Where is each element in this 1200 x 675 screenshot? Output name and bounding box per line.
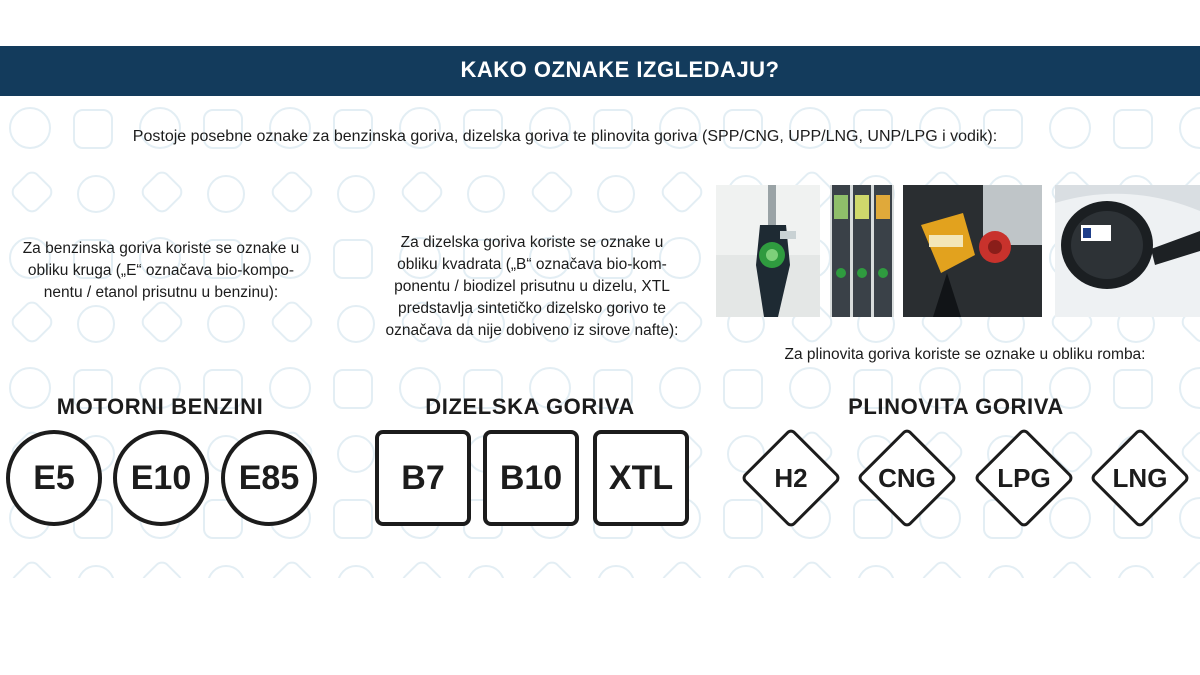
fuel-label-text: B10 [499, 458, 563, 497]
gas-description: Za plinovita goriva koriste se oznake u obliku romba: [784, 346, 1146, 363]
fuel-label-text: B7 [401, 458, 445, 497]
fuel-label-square [483, 430, 579, 526]
fuel-label-text: E5 [33, 458, 75, 497]
petrol-description [0, 238, 322, 304]
gas-title: PLINOVITA GORIVA [848, 394, 1064, 419]
header-bar [0, 46, 1200, 96]
lpg-nozzle-photo [903, 185, 1042, 317]
fuel-label-diamond [1086, 424, 1194, 532]
diesel-description-line: predstavlja sintetičko dizelsko gorivo te [398, 300, 666, 317]
fuel-label-circle [221, 430, 317, 526]
petrol-description-line: nentu / etanol prisutnu u benzinu): [43, 284, 279, 301]
intro-text: Postoje posebne oznake za benzinska goriva, dizelska goriva te plinovita goriva (SPP/CNG, UPP/LNG, UNP/LPG i vodik): [132, 128, 998, 145]
fuel-label-diamond [970, 424, 1078, 532]
fuel-label-text: XTL [608, 458, 674, 497]
diesel-description [362, 232, 702, 342]
diesel-description-line: obliku kvadrata („B“ označava bio-kom- [397, 256, 667, 273]
diesel-title: DIZELSKA GORIVA [425, 394, 635, 419]
fuel-pump-row-photo [830, 185, 894, 317]
fuel-label-square [593, 430, 689, 526]
fuel-label-square [375, 430, 471, 526]
diesel-description-line: ponentu / biodizel prisutnu u dizelu, XTL [394, 278, 670, 295]
petrol-description-line: Za benzinska goriva koriste se oznake u [22, 240, 300, 257]
diesel-description-line: označava da nije dobiveno iz sirove nafte): [385, 322, 679, 339]
petrol-description-line: obliku kruga („E“ označava bio-kompo- [27, 262, 295, 279]
petrol-title: MOTORNI BENZINI [56, 394, 264, 419]
fuel-label-text: LNG [1112, 462, 1168, 493]
fuel-label-text: H2 [774, 462, 808, 493]
page-title: KAKO OZNAKE IZGLEDAJU? [460, 57, 780, 82]
fuel-nozzle-green-photo [716, 185, 820, 317]
fuel-label-text: E10 [130, 458, 192, 497]
fuel-cap-label-photo [1055, 185, 1200, 317]
fuel-label-circle [113, 430, 209, 526]
diesel-description-line: Za dizelska goriva koriste se oznake u [400, 234, 664, 251]
fuel-label-text: LPG [997, 462, 1051, 493]
fuel-label-circle [6, 430, 102, 526]
fuel-label-diamond [853, 424, 961, 532]
fuel-label-text: CNG [878, 462, 936, 493]
fuel-label-text: E85 [238, 458, 300, 497]
fuel-label-diamond [737, 424, 845, 532]
